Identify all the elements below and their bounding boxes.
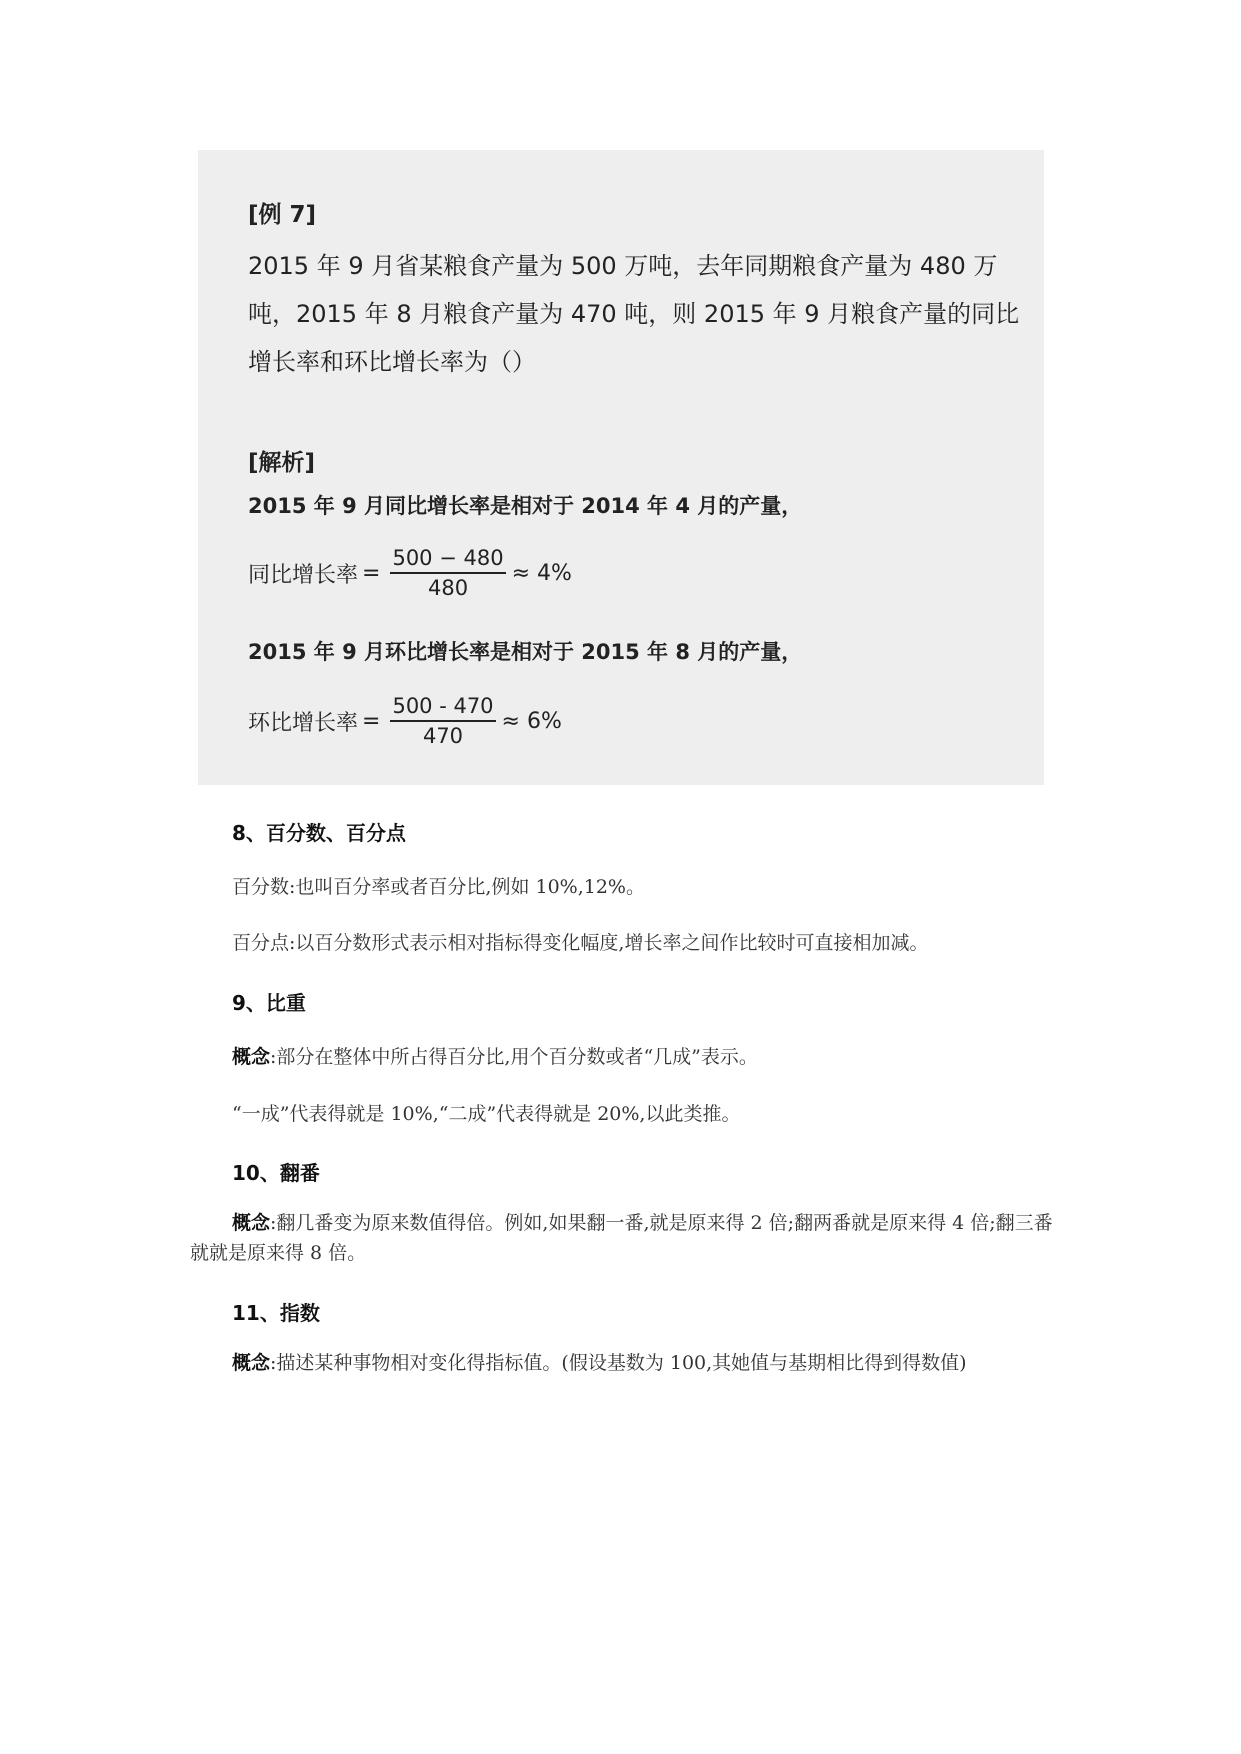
example-line-3: 增长率和环比增长率为（） bbox=[248, 348, 536, 376]
section-10-concept bbox=[190, 1208, 1055, 1268]
formula-yoy-fraction bbox=[390, 546, 505, 600]
section-8-percentage-point: 百分点:以百分数形式表示相对指标得变化幅度,增长率之间作比较时可直接相加减。 bbox=[232, 932, 929, 954]
section-10-heading: 10、翻番 bbox=[232, 1161, 320, 1185]
section-11-heading: 11、指数 bbox=[232, 1301, 320, 1325]
formula-mom-label: 环比增长率 bbox=[248, 710, 359, 736]
concept-label: 概念 bbox=[232, 1046, 271, 1068]
section-8-percentage: 百分数:也叫百分率或者百分比,例如 10%,12%。 bbox=[232, 876, 645, 898]
formula-mom-numerator: 500 - 470 bbox=[390, 694, 495, 722]
section-11-concept-text: :描述某种事物相对变化得指标值。(假设基数为 100,其她值与基期相比得到得数值) bbox=[270, 1352, 967, 1374]
section-9-concept bbox=[232, 1042, 758, 1069]
formula-yoy bbox=[248, 546, 572, 600]
formula-yoy-denominator: 480 bbox=[427, 576, 469, 600]
example-tag: [例 7] bbox=[248, 202, 317, 228]
analysis-line-1: 2015 年 9 月同比增长率是相对于 2014 年 4 月的产量， bbox=[248, 494, 803, 518]
formula-mom-denominator: 470 bbox=[422, 724, 464, 748]
section-10-concept-text: :翻几番变为原来数值得倍。例如,如果翻一番,就是原来得 2 倍;翻两番就是原来得 4 倍;翻三番就就是原来得 8 倍。 bbox=[190, 1212, 1053, 1264]
analysis-tag: [解析] bbox=[248, 450, 316, 476]
formula-mom-equals: = bbox=[362, 708, 381, 734]
example-box bbox=[198, 150, 1044, 785]
analysis-line-2: 2015 年 9 月环比增长率是相对于 2015 年 8 月的产量， bbox=[248, 640, 803, 664]
formula-mom-fraction bbox=[390, 694, 495, 748]
formula-mom-result: ≈ 6% bbox=[501, 708, 562, 734]
formula-yoy-result: ≈ 4% bbox=[511, 560, 572, 586]
formula-mom bbox=[248, 694, 562, 748]
section-9-concept-text: :部分在整体中所占得百分比,用个百分数或者“几成”表示。 bbox=[270, 1046, 758, 1068]
example-line-2: 吨，2015 年 8 月粮食产量为 470 吨，则 2015 年 9 月粮食产量的同比 bbox=[248, 300, 1020, 328]
section-9-example: “一成”代表得就是 10%,“二成”代表得就是 20%,以此类推。 bbox=[232, 1103, 741, 1125]
concept-label: 概念 bbox=[232, 1352, 271, 1374]
example-line-1: 2015 年 9 月省某粮食产量为 500 万吨，去年同期粮食产量为 480 万 bbox=[248, 252, 998, 280]
formula-yoy-label: 同比增长率 bbox=[248, 562, 359, 588]
section-11-concept bbox=[190, 1348, 1055, 1378]
concept-label: 概念 bbox=[232, 1212, 271, 1234]
formula-yoy-equals: = bbox=[362, 560, 381, 586]
section-9-heading: 9、比重 bbox=[232, 991, 306, 1015]
section-8-heading: 8、百分数、百分点 bbox=[232, 821, 406, 845]
formula-yoy-numerator: 500 − 480 bbox=[390, 546, 505, 574]
